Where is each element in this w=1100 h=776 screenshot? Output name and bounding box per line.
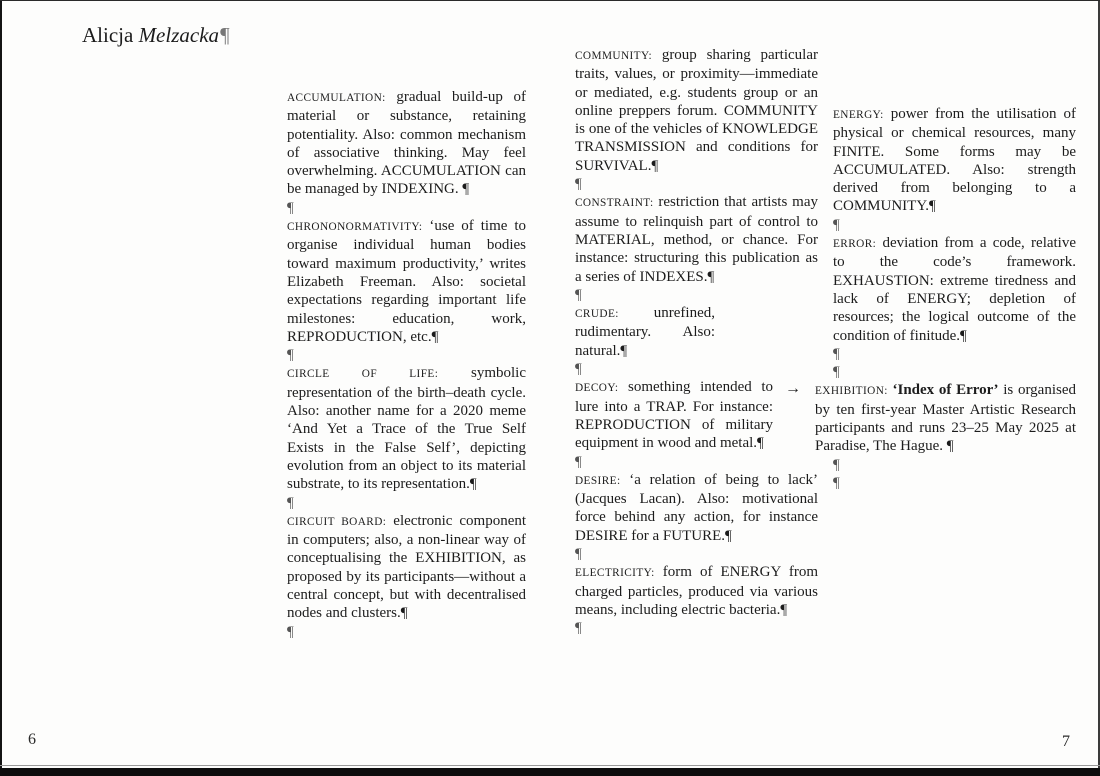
blank-paragraph: ¶ (833, 474, 840, 491)
blank-paragraph: ¶ (287, 623, 294, 640)
blank-paragraph: ¶ (287, 347, 294, 364)
entry-definition: unrefined, rudimentary. Also: natural.¶ (575, 305, 715, 359)
entry-definition: power from the utilisation of physical or chemical resources, many FINITE. Some forms may be ACCUMULATED. Also: strength derived from belonging to a COMMUNITY.¶ (833, 106, 1077, 215)
blank-paragraph: ¶ (287, 494, 294, 511)
blank-paragraph: ¶ (575, 361, 582, 378)
blank-paragraph: ¶ (833, 364, 840, 381)
entry-circle-of-life (287, 364, 526, 493)
entry-definition: ‘use of time to organise individual human bodies toward maximum productivity,’ writes Elizabeth Freeman. Also: societal expectations regarding important life milestones: education, work, REPRODUCTION, etc.¶ (287, 218, 526, 345)
term-label: EXHIBITION: (815, 385, 888, 398)
page-frame-bottom-line (0, 765, 1100, 766)
entry-exhibition-wrap (785, 380, 1076, 455)
exhibition-title-bold: ‘Index of Error’ (892, 382, 999, 399)
entry-definition: something intended to lure into a TRAP. For instance: REPRODUCTION of military equipment in wood and metal.¶ (575, 379, 773, 452)
term-label: DECOY: (575, 382, 619, 395)
entry-decoy (575, 378, 773, 452)
term-label: CHRONONORMATIVITY: (287, 221, 423, 234)
entry-definition: restriction that artists may assume to relinquish part of control to MATERIAL, method, or chance. For instance: structuring this publication as a series of INDEXES.¶ (575, 194, 818, 285)
author-first-name: Alicja (82, 23, 139, 47)
term-label: CONSTRAINT: (575, 197, 654, 210)
blank-paragraph: ¶ (833, 345, 840, 362)
entry-definition: form of ENERGY from charged particles, produced via various means, including electric bacteria.¶ (575, 564, 818, 618)
entry-accumulation (287, 88, 526, 199)
entry-community (575, 46, 818, 175)
entry-definition: group sharing particular traits, values, or proximity—immediate or mediated, e.g. students group or an online preppers forum. COMMUNITY is one of the vehicles of KNOWLEDGE TRANSMISSION and conditions for SURVIVAL.¶ (575, 47, 818, 174)
entry-exhibition (815, 381, 1076, 455)
blank-paragraph: ¶ (287, 199, 294, 216)
blank-paragraph: ¶ (575, 176, 582, 193)
entry-constraint (575, 193, 818, 285)
glossary-column-2 (575, 46, 818, 638)
entry-error (833, 234, 1076, 345)
glossary-column-3 (785, 105, 1077, 492)
entry-circuit-board (287, 512, 526, 623)
page-number-left: 6 (28, 731, 36, 748)
entry-crude (575, 304, 715, 360)
entry-desire (575, 471, 818, 545)
term-label: CRUDE: (575, 308, 619, 321)
term-label: CIRCUIT BOARD: (287, 515, 387, 528)
entry-definition: symbolic representation of the birth–death cycle. Also: another name for a 2020 meme ‘And Yet a Trace of the True Self Exists in the False Self’, depicting evolution from an object to its material substrate, to its representation.¶ (287, 365, 526, 493)
page-frame-top (0, 0, 1100, 1)
term-label: ACCUMULATION: (287, 92, 386, 104)
blank-paragraph: ¶ (575, 620, 582, 637)
header-pilcrow: ¶ (219, 23, 231, 47)
page-frame-bottom-bar (0, 768, 1100, 776)
entry-definition: is organised by ten first-year Master Artistic Research participants and runs 23–25 May 2025 at Paradise, The Hague. ¶ (815, 382, 1076, 455)
entry-definition: electronic component in computers; also, a non-linear way of conceptualising the EXHIBITION, as proposed by its participants—without a central concept, but with decentralised nodes and clusters.¶ (287, 512, 527, 622)
glossary-column-1 (287, 88, 526, 641)
term-label: ENERGY: (833, 109, 884, 121)
term-label: DESIRE: (575, 474, 621, 487)
entry-chrononormativity (287, 217, 526, 346)
page-frame-left (0, 0, 2, 776)
term-label: ERROR: (833, 238, 877, 251)
entry-definition: ‘a relation of being to lack’ (Jacques Lacan). Also: motivational force behind any action, for instance DESIRE for a FUTURE.¶ (575, 471, 818, 544)
term-label: ELECTRICITY: (575, 567, 655, 580)
page-number-right: 7 (1062, 733, 1070, 750)
blank-paragraph: ¶ (833, 216, 840, 233)
blank-paragraph: ¶ (575, 286, 582, 303)
term-label: CIRCLE OF LIFE: (287, 368, 439, 381)
entry-definition: gradual build-up of material or substance, retaining potentiality. Also: common mechanism of associative thinking. May feel overwhelming. ACCUMULATION can be managed by INDEXING. ¶ (287, 89, 526, 198)
entry-electricity (575, 563, 818, 619)
blank-paragraph: ¶ (575, 546, 582, 563)
entry-definition: deviation from a code, relative to the code’s framework. EXHAUSTION: extreme tiredness and lack of ENERGY; depletion of resources; the logical outcome of the condition of finitude.¶ (833, 235, 1077, 344)
entry-energy (833, 105, 1076, 216)
arrow-icon: → (785, 380, 801, 398)
author-last-name: Melzacka (138, 23, 220, 47)
blank-paragraph: ¶ (833, 456, 840, 473)
page-header (82, 22, 230, 48)
term-label: COMMUNITY: (575, 50, 653, 62)
blank-paragraph: ¶ (575, 453, 582, 470)
